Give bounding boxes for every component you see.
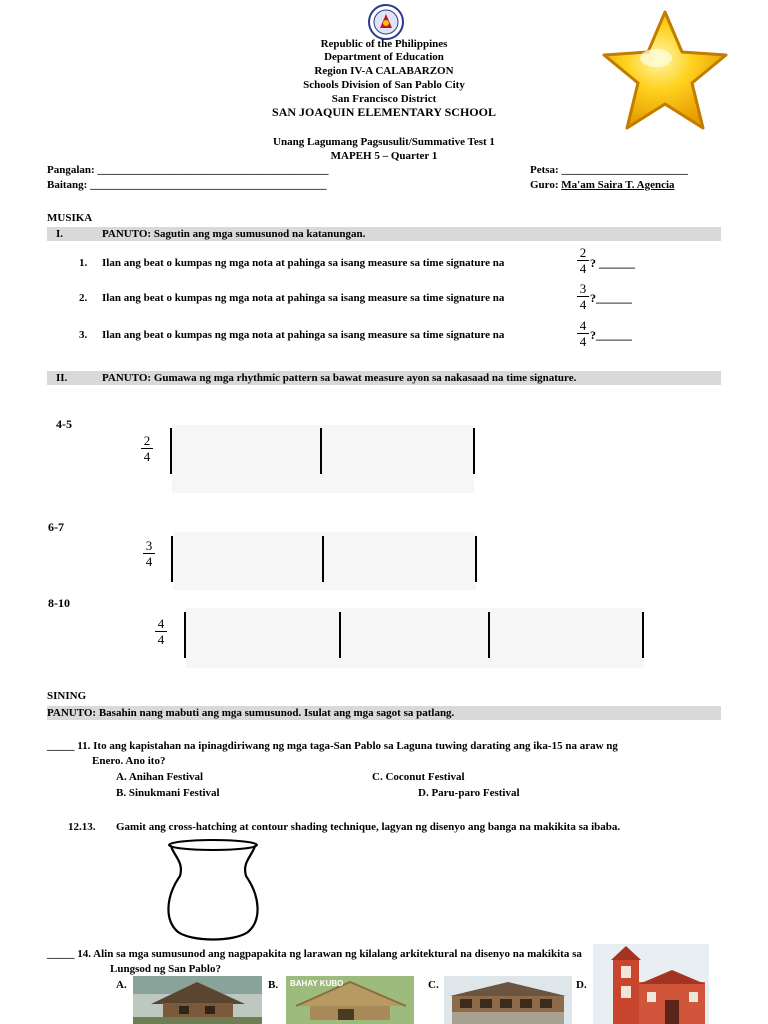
sining-panuto-label: PANUTO: <box>47 707 97 719</box>
q14-option-a-label[interactable]: A. <box>116 979 127 991</box>
petsa-blank[interactable]: _______________________ <box>561 164 688 176</box>
part1-instruction <box>102 228 365 240</box>
staff2-barline-2 <box>322 536 324 582</box>
q3-ts-bottom: 4 <box>579 334 587 349</box>
q3-text: Ilan ang beat o kumpas ng mga nota at pahinga sa isang measure sa time signature na <box>102 329 505 341</box>
staff1-barline-3 <box>473 428 475 474</box>
subject-title: MAPEH 5 – Quarter 1 <box>330 150 438 162</box>
staff1-area[interactable] <box>172 425 474 493</box>
part1-number: I. <box>56 228 64 240</box>
part2-panuto-label: PANUTO: <box>102 372 152 384</box>
q2-ts-bottom: 4 <box>579 297 587 312</box>
pangalan-label: Pangalan: <box>47 164 98 176</box>
petsa-label: Petsa: <box>530 164 562 176</box>
header-district: San Francisco District <box>331 93 437 105</box>
staff2-time-signature <box>143 539 155 568</box>
staff1-ts-top: 2 <box>143 433 151 448</box>
staff3-barline-1 <box>184 612 186 658</box>
sining-instruction <box>47 707 454 719</box>
q14-option-b-image[interactable] <box>286 976 414 1024</box>
staff2-barline-1 <box>171 536 173 582</box>
q1-number: 1. <box>79 257 88 269</box>
petsa-field[interactable] <box>530 164 688 176</box>
q14-option-c-label[interactable]: C. <box>428 979 439 991</box>
header-division: Schools Division of San Pablo City <box>303 79 465 91</box>
staff3-time-signature <box>155 617 167 646</box>
staff3-barline-2 <box>339 612 341 658</box>
q11-choice-b[interactable]: B. Sinukmani Festival <box>116 787 220 799</box>
staff3-barline-4 <box>642 612 644 658</box>
q14-line <box>47 948 582 960</box>
staff3-area[interactable] <box>186 608 644 668</box>
staff2-area[interactable] <box>173 532 476 590</box>
q2-text: Ilan ang beat o kumpas ng mga nota at pahinga sa isang measure sa time signature na <box>102 292 505 304</box>
staff3-ts-bottom: 4 <box>157 632 165 647</box>
q3-blank[interactable]: ?______ <box>590 328 632 342</box>
q14-text: 14. Alin sa mga sumusunod ang nagpapakita ng larawan ng kilalang arkitektural na disenyo na makikita sa <box>74 948 582 960</box>
q11-choice-d[interactable]: D. Paru-paro Festival <box>418 787 520 799</box>
q2-number: 2. <box>79 292 88 304</box>
baitang-blank[interactable]: ___________________________________________ <box>90 179 327 191</box>
q14-blank[interactable]: _____ <box>47 948 75 960</box>
baitang-field[interactable] <box>47 179 327 191</box>
q11-choice-c[interactable]: C. Coconut Festival <box>372 771 465 783</box>
part2-instruction <box>102 372 576 384</box>
q14-option-a-image[interactable] <box>133 976 262 1024</box>
deped-seal-icon <box>366 4 406 40</box>
q11-blank[interactable]: _____ <box>47 740 75 752</box>
q1213-text: Gamit ang cross-hatching at contour shading technique, lagyan ng disenyo ang banga na makikita sa ibaba. <box>116 821 621 833</box>
staff3-label: 8-10 <box>48 596 70 610</box>
q11-choice-a[interactable]: A. Anihan Festival <box>116 771 204 783</box>
jar-drawing[interactable] <box>160 838 266 944</box>
part1-panuto-text: Sagutin ang mga sumusunod na katanungan. <box>151 228 366 240</box>
q3-ts-top: 4 <box>579 318 587 333</box>
guro-label: Guro: <box>530 179 562 191</box>
q1-blank[interactable]: ? ______ <box>590 256 635 270</box>
sining-panuto-text: Basahin nang mabuti ang mga sumusunod. Isulat ang mga sagot sa patlang. <box>96 707 455 719</box>
pangalan-blank[interactable]: __________________________________________ <box>97 164 329 176</box>
q14-text-cont: Lungsod ng San Pablo? <box>110 963 221 975</box>
q14-option-b-caption: BAHAY KUBO <box>290 979 344 988</box>
q11-line <box>47 740 618 752</box>
q1-time-signature <box>577 246 589 275</box>
q11-text: 11. Ito ang kapistahan na ipinagdiriwang ng mga taga-San Pablo sa Laguna tuwing darating ang ika-15 na araw ng <box>74 740 618 752</box>
staff1-barline-1 <box>170 428 172 474</box>
staff1-ts-bottom: 4 <box>143 449 151 464</box>
q14-option-d-label[interactable]: D. <box>576 979 587 991</box>
staff2-label: 6-7 <box>48 520 64 534</box>
staff1-time-signature <box>141 434 153 463</box>
staff3-ts-top: 4 <box>157 616 165 631</box>
guro-value: Ma'am Saira T. Agencia <box>561 179 675 191</box>
q3-time-signature <box>577 319 589 348</box>
staff1-label: 4-5 <box>56 417 72 431</box>
musika-title: MUSIKA <box>47 212 93 224</box>
q2-ts-top: 3 <box>579 281 587 296</box>
header-region: Region IV-A CALABARZON <box>314 65 454 77</box>
q14-option-b-label[interactable]: B. <box>268 979 279 991</box>
q2-time-signature <box>577 282 589 311</box>
header-republic: Republic of the Philippines <box>320 38 448 50</box>
test-title: Unang Lagumang Pagsusulit/Summative Test 1 <box>273 136 495 148</box>
guro-field <box>530 179 675 191</box>
staff1-barline-2 <box>320 428 322 474</box>
q14-option-c-image[interactable] <box>444 976 572 1024</box>
pangalan-field[interactable] <box>47 164 328 176</box>
header-deped: Department of Education <box>324 51 444 63</box>
q2-blank[interactable]: ?______ <box>590 291 632 305</box>
q1213-number: 12.13. <box>68 821 96 833</box>
baitang-label: Baitang: <box>47 179 91 191</box>
part2-panuto-text: Gumawa ng mga rhythmic pattern sa bawat measure ayon sa nakasaad na time signature. <box>151 372 577 384</box>
q11-text-cont: Enero. Ano ito? <box>92 755 166 767</box>
part1-panuto-label: PANUTO: <box>102 228 152 240</box>
sining-title: SINING <box>47 690 87 702</box>
header-school: SAN JOAQUIN ELEMENTARY SCHOOL <box>272 105 496 119</box>
q3-number: 3. <box>79 329 88 341</box>
staff2-barline-3 <box>475 536 477 582</box>
staff2-ts-top: 3 <box>145 538 153 553</box>
q1-ts-top: 2 <box>579 245 587 260</box>
staff2-ts-bottom: 4 <box>145 554 153 569</box>
q1-text: Ilan ang beat o kumpas ng mga nota at pahinga sa isang measure sa time signature na <box>102 257 505 269</box>
staff3-barline-3 <box>488 612 490 658</box>
q14-option-d-image[interactable] <box>593 944 709 1024</box>
part2-number: II. <box>56 372 68 384</box>
q1-ts-bottom: 4 <box>579 261 587 276</box>
